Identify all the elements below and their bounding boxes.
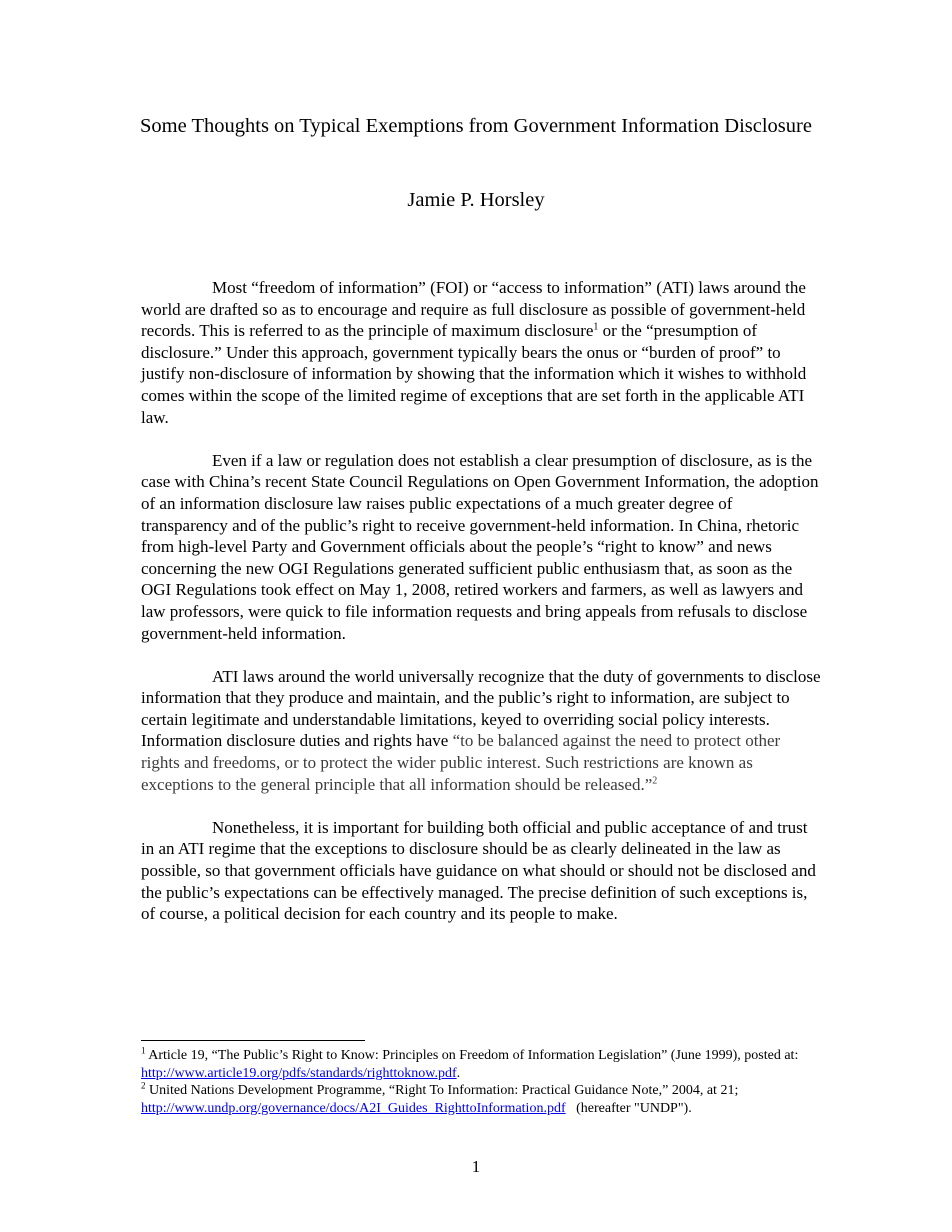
paragraph-3 xyxy=(141,666,823,796)
footnote-1-text-after: . xyxy=(456,1065,461,1081)
document-title: Some Thoughts on Typical Exemptions from Government Information Disclosure xyxy=(140,115,812,137)
footnote-1-text: Article 19, “The Public’s Right to Know: Principles on Freedom of Information Legislation” (June 1999), posted at: xyxy=(145,1048,799,1063)
footnote-1 xyxy=(141,1047,823,1082)
paragraph-3-quote: “to be balanced against the need to protect other rights and freedoms, or to protect the wider public interest. Such restrictions are known as exceptions to the general principle that all information should be released.” xyxy=(141,731,781,794)
footnote-2-number: 2 xyxy=(141,1080,146,1091)
paragraph-4: Nonetheless, it is important for building both official and public acceptance of and trust in an ATI regime that the exceptions to disclosure should be as clearly delineated in the law as possible, so that government officials have guidance on what should or should not be disclosed and the public’s expectations can be effectively managed. The precise definition of such exceptions is, of course, a political decision for each country and its people to make. xyxy=(141,817,816,924)
footnote-2 xyxy=(141,1082,823,1117)
footnote-separator xyxy=(141,1040,365,1041)
document-body xyxy=(141,277,823,946)
paragraph-3-text: ATI laws around the world universally recognize that the duty of governments to disclose information that they produce and maintain, and the public’s right to information, are subject to certain legitimate and understandable limitations, keyed to overriding social policy interests. Information disclosure duties and rights have xyxy=(141,666,821,751)
page-number: 1 xyxy=(471,1157,481,1176)
footnote-1-number: 1 xyxy=(141,1045,146,1056)
footnote-ref-2[interactable]: 2 xyxy=(652,775,658,786)
paragraph-1-text-continued: or the “presumption of disclosure.” Under this approach, government typically bears the onus or “burden of proof” to justify non-disclosure of information by showing that the information which it wishes to withhold comes within the scope of the limited regime of exceptions that are set forth in the applicable ATI law. xyxy=(141,321,807,427)
footnote-2-link[interactable]: http://www.undp.org/governance/docs/A2I_Guides_RighttoInformation.pdf xyxy=(141,1100,566,1116)
footnote-2-text: United Nations Development Programme, “Right To Information: Practical Guidance Note,” 2004, at 21; xyxy=(145,1083,739,1098)
paragraph-1-text: Most “freedom of information” (FOI) or “access to information” (ATI) laws around the world are drafted so as to encourage and require as full disclosure as possible of government-held records. This is referred to as the principle of maximum disclosure xyxy=(141,278,806,341)
document-author: Jamie P. Horsley xyxy=(407,189,545,211)
paragraph-2: Even if a law or regulation does not establish a clear presumption of disclosure, as is the case with China’s recent State Council Regulations on Open Government Information, the adoption of an information disclosure law raises public expectations of a much greater degree of transparency and of the public’s right to receive government-held information. In China, rhetoric from high-level Party and Government officials about the people’s “right to know” and news concerning the new OGI Regulations generated sufficient public enthusiasm that, as soon as the OGI Regulations took effect on May 1, 2008, retired workers and farmers, as well as lawyers and law professors, were quick to file information requests and bring appeals from refusals to disclose government-held information. xyxy=(141,450,819,643)
footnote-2-text-after: (hereafter "UNDP"). xyxy=(565,1100,692,1116)
footnote-1-link[interactable]: http://www.article19.org/pdfs/standards/righttoknow.pdf xyxy=(141,1065,457,1081)
footnotes xyxy=(141,1047,823,1117)
footnote-ref-1[interactable]: 1 xyxy=(593,321,599,333)
paragraph-1 xyxy=(141,277,823,428)
